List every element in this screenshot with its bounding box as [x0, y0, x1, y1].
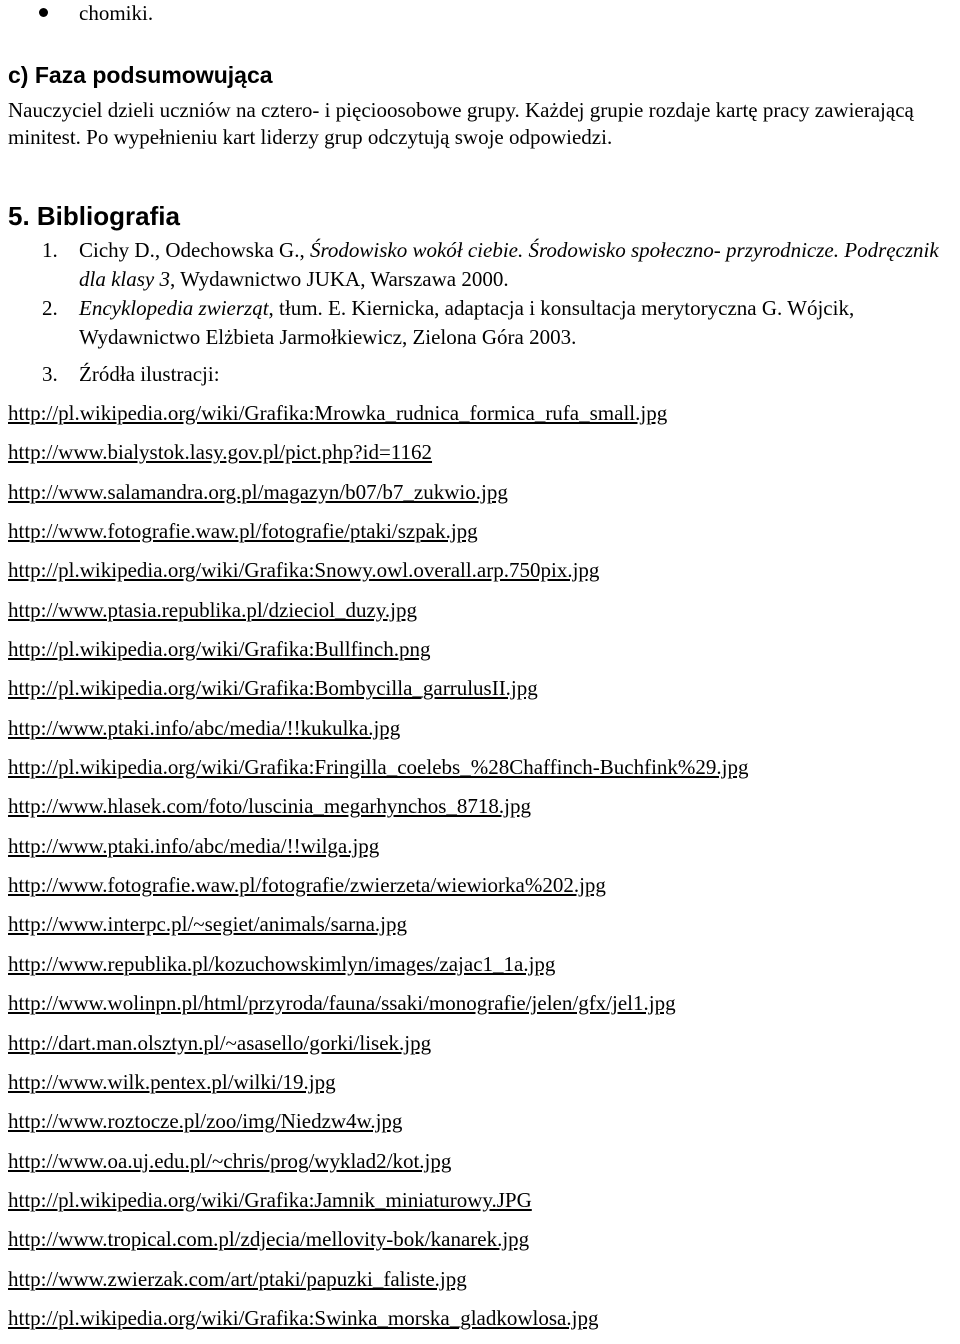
source-link[interactable]: http://www.wilk.pentex.pl/wilki/19.jpg	[8, 1069, 336, 1094]
source-link[interactable]: http://www.hlasek.com/foto/luscinia_megarhynchos_8718.jpg	[8, 794, 531, 819]
list-item	[8, 400, 749, 439]
list-item	[8, 1226, 749, 1265]
list-item	[8, 833, 749, 872]
source-link[interactable]: http://pl.wikipedia.org/wiki/Grafika:Mrowka_rudnica_formica_rufa_small.jpg	[8, 401, 668, 425]
bibliography-item-text	[79, 294, 959, 352]
bullet-text: chomiki.	[79, 1, 154, 25]
source-link[interactable]: http://www.oa.uj.edu.pl/~chris/prog/wyklad2/kot.jpg	[8, 1148, 452, 1173]
source-link[interactable]: http://www.roztocze.pl/zoo/img/Niedzw4w.jpg	[8, 1109, 403, 1134]
source-link[interactable]: http://pl.wikipedia.org/wiki/Grafika:Swinka_morska_gladkowlosa.jpg	[8, 1305, 599, 1330]
list-item	[8, 1108, 749, 1147]
list-item	[8, 951, 749, 990]
bibliography-title: Środowisko wokół ciebie. Środowisko społeczno- przyrodnicze. Podręcznik dla klasy 3	[79, 238, 939, 291]
bibliography-sources-label: Źródła ilustracji:	[79, 362, 220, 386]
source-link[interactable]: http://www.interpc.pl/~segiet/animals/sarna.jpg	[8, 912, 407, 937]
source-link[interactable]: http://www.fotografie.waw.pl/fotografie/ptaki/szpak.jpg	[8, 519, 478, 544]
source-link[interactable]: http://pl.wikipedia.org/wiki/Grafika:Jamnik_miniaturowy.JPG	[8, 1187, 532, 1212]
list-item	[8, 754, 749, 793]
source-link[interactable]: http://www.salamandra.org.pl/magazyn/b07/b7_zukwio.jpg	[8, 479, 508, 504]
source-link[interactable]: http://www.ptasia.republika.pl/dzieciol_duzy.jpg	[8, 597, 418, 622]
list-item	[8, 636, 749, 675]
source-link[interactable]: http://www.tropical.com.pl/zdjecia/mellovity-bok/kanarek.jpg	[8, 1227, 530, 1252]
list-item	[8, 479, 749, 518]
source-link[interactable]: http://www.wolinpn.pl/html/przyroda/fauna/ssaki/monografie/jelen/gfx/jel1.jpg	[8, 991, 676, 1016]
bibliography-item-number: 2.	[42, 296, 58, 320]
bibliography-item-text	[79, 236, 959, 294]
list-item	[8, 990, 749, 1029]
source-link[interactable]: http://www.zwierzak.com/art/ptaki/papuzki_faliste.jpg	[8, 1266, 467, 1291]
source-link[interactable]: http://pl.wikipedia.org/wiki/Grafika:Snowy.owl.overall.arp.750pix.jpg	[8, 558, 600, 583]
bibliography-item-number: 3.	[42, 362, 58, 386]
list-item	[8, 872, 749, 911]
source-link[interactable]: http://dart.man.olsztyn.pl/~asasello/gorki/lisek.jpg	[8, 1030, 432, 1055]
list-item	[8, 1030, 749, 1069]
list-item	[8, 1266, 749, 1305]
list-item	[8, 1069, 749, 1108]
source-link[interactable]: http://www.bialystok.lasy.gov.pl/pict.php?id=1162	[8, 440, 433, 465]
bibliography-title: Encyklopedia zwierząt	[79, 296, 269, 320]
source-link[interactable]: http://pl.wikipedia.org/wiki/Grafika:Fringilla_coelebs_%28Chaffinch-Buchfink%29.jpg	[8, 755, 749, 780]
bibliography-publisher: , Wydawnictwo JUKA, Warszawa 2000.	[169, 267, 509, 291]
list-item	[8, 597, 749, 636]
list-item	[8, 793, 749, 832]
section-heading-bibliography: 5. Bibliografia	[8, 201, 180, 231]
list-item	[8, 1187, 749, 1226]
source-link[interactable]: http://www.fotografie.waw.pl/fotografie/zwierzeta/wiewiorka%202.jpg	[8, 873, 606, 898]
list-item	[8, 518, 749, 557]
source-link[interactable]: http://pl.wikipedia.org/wiki/Grafika:Bombycilla_garrulusII.jpg	[8, 676, 538, 701]
section-heading-summary: c) Faza podsumowująca	[8, 62, 273, 88]
bibliography-item-text	[79, 360, 959, 389]
source-link[interactable]: http://www.ptaki.info/abc/media/!!wilga.jpg	[8, 833, 380, 858]
summary-paragraph: Nauczyciel dzieli uczniów na cztero- i pięcioosobowe grupy. Każdej grupie rozdaje kartę pracy zawierającą minitest. Po wypełnieniu kart liderzy grup odczytują swoje odpowiedzi.	[8, 98, 914, 149]
bibliography-publisher: , tłum. E. Kiernicka, adaptacja i konsultacja merytoryczna G. Wójcik, Wydawnictwo Elżbieta Jarmołkiewicz, Zielona Góra 2003.	[79, 296, 855, 349]
list-item	[8, 911, 749, 950]
list-item	[8, 1305, 749, 1344]
list-item	[8, 1148, 749, 1187]
list-item	[8, 439, 749, 478]
illustration-sources-list	[8, 400, 749, 1344]
list-item	[8, 557, 749, 596]
list-item	[8, 715, 749, 754]
bullet-dot-icon	[39, 8, 48, 17]
source-link[interactable]: http://pl.wikipedia.org/wiki/Grafika:Bullfinch.png	[8, 637, 431, 662]
list-item	[8, 675, 749, 714]
bibliography-author: Cichy D., Odechowska G.,	[79, 238, 310, 262]
source-link[interactable]: http://www.republika.pl/kozuchowskimlyn/images/zajac1_1a.jpg	[8, 951, 556, 976]
source-link[interactable]: http://www.ptaki.info/abc/media/!!kukulka.jpg	[8, 715, 401, 740]
bibliography-item-number: 1.	[42, 238, 58, 262]
